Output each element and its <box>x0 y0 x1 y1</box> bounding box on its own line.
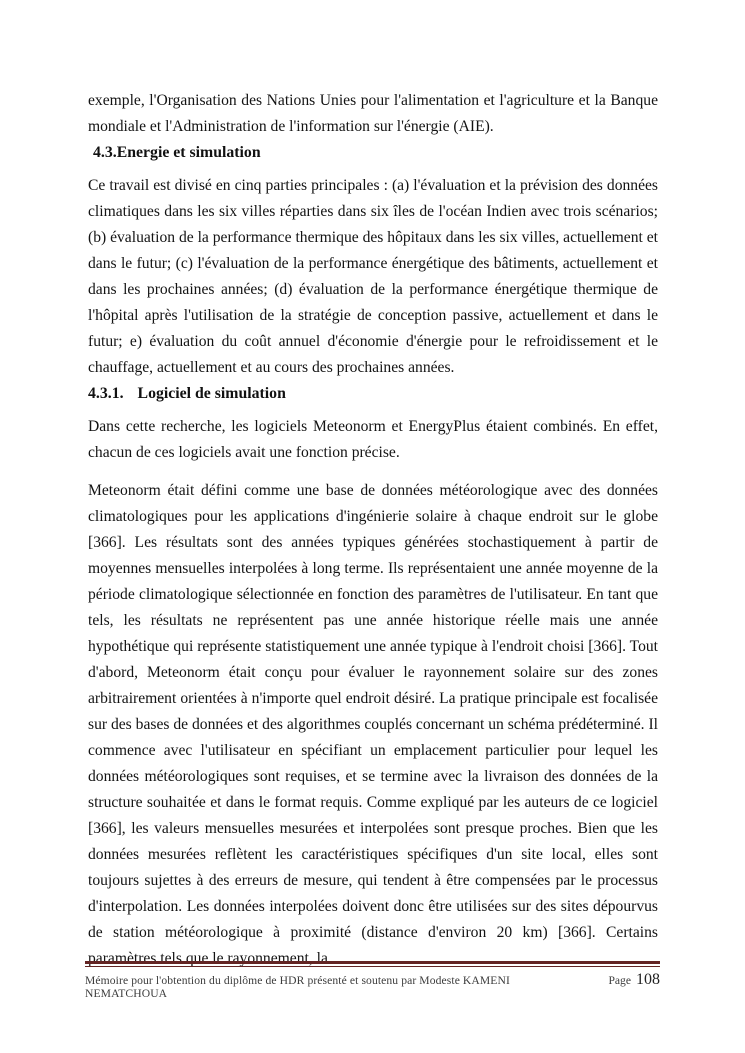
paragraph-intro: exemple, l'Organisation des Nations Unies pour l'alimentation et l'agriculture et la Banque mondiale et l'Administration de l'information sur l'énergie (AIE). <box>88 92 658 135</box>
footer-page-indicator <box>590 971 660 989</box>
footer-page-number: 108 <box>636 971 660 988</box>
subsection-number: 4.3.1. <box>88 385 124 402</box>
footer-row <box>85 971 660 1000</box>
paragraph-software: Dans cette recherche, les logiciels Meteonorm et EnergyPlus étaient combinés. En effet, chacun de ces logiciels avait une fonction précise. <box>88 418 658 461</box>
footer-divider <box>85 961 660 967</box>
subsection-label: Logiciel de simulation <box>137 385 286 402</box>
page-footer <box>85 961 660 1000</box>
section-heading-energie-et-simulation: 4.3.Energie et simulation <box>93 144 261 161</box>
subsection-heading-logiciel-de-simulation <box>88 381 658 407</box>
footer-page-label: Page <box>608 974 631 987</box>
paragraph-meteonorm: Meteonorm était défini comme une base de données météorologique avec des données climatologiques pour les applications d'ingénierie solaire à chaque endroit sur le globe [366]. Les résultats sont des années typiques générées stochastiquement à partir de moyennes mensuelles interpolées à long terme. Ils représentaient une année moyenne de la période climatologique sélectionnée en fonction des paramètres de l'utilisateur. En tant que tels, les résultats ne représentent pas une année historique réelle mais une année hypothétique qui représente statistiquement une année typique à l'endroit choisi [366]. Tout d'abord, Meteonorm était conçu pour évaluer le rayonnement solaire sur des zones arbitrairement orientées à n'importe quel endroit désiré. La pratique principale est focalisée sur des bases de données et des algorithmes couplés concernant un schéma prédéterminé. Il commence avec l'utilisateur en spécifiant un emplacement particulier pour lequel les données météorologiques sont requises, et se termine avec la livraison des données de la structure souhaitée et dans le format requis. Comme expliqué par les auteurs de ce logiciel [366], les valeurs mensuelles mesurées et interpolées sont presque proches. Bien que les données mesurées reflètent les caractéristiques spécifiques d'un site local, elles sont toujours sujettes à des erreurs de mesure, qui tendent à être compensées par le processus d'interpolation. Les données interpolées doivent donc être utilisées sur des sites dépourvus de station météorologique à proximité (distance d'environ 20 km) [366]. Certains paramètres tels que le rayonnement, la <box>88 482 658 967</box>
footer-thesis-text: Mémoire pour l'obtention du diplôme de HDR présenté et soutenu par Modeste KAMENI NEMATCHOUA <box>85 974 510 1000</box>
page-body <box>88 0 658 972</box>
paragraph-overview: Ce travail est divisé en cinq parties principales : (a) l'évaluation et la prévision des données climatiques dans les six villes réparties dans six îles de l'océan Indien avec trois scénarios; (b) évaluation de la performance thermique des hôpitaux dans les six villes, actuellement et dans le futur; (c) l'évaluation de la performance énergétique des bâtiments, actuellement et dans les prochaines années; (d) évaluation de la performance énergétique thermique de l'hôpital après l'utilisation de la stratégie de conception passive, actuellement et dans le futur; e) évaluation du coût annuel d'économie d'énergie pour le refroidissement et le chauffage, actuellement et au cours des prochaines années. <box>88 177 658 376</box>
